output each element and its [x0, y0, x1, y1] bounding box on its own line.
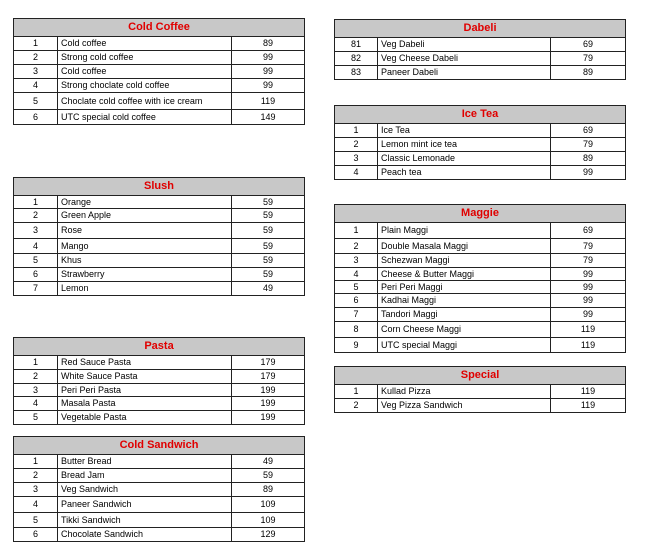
- item-name: Schezwan Maggi: [378, 254, 551, 268]
- item-price: 59: [232, 254, 305, 268]
- item-number: 3: [335, 254, 378, 268]
- menu-item-row: [335, 38, 626, 52]
- menu-item-row: [14, 528, 305, 542]
- item-name: Plain Maggi: [378, 223, 551, 239]
- section-header-row: [14, 338, 305, 356]
- item-number: 9: [335, 338, 378, 353]
- item-price: 99: [551, 166, 626, 180]
- item-price: 79: [551, 138, 626, 152]
- menu-item-row: [335, 385, 626, 399]
- item-price: 59: [232, 469, 305, 483]
- item-number: 3: [335, 152, 378, 166]
- item-price: 199: [232, 411, 305, 425]
- menu-item-row: [14, 37, 305, 51]
- menu-item-row: [335, 399, 626, 413]
- item-number: 5: [335, 281, 378, 294]
- menu-item-row: [14, 384, 305, 397]
- item-name: Chocolate Sandwich: [58, 528, 232, 542]
- item-name: Mango: [58, 239, 232, 254]
- menu-item-row: [14, 268, 305, 282]
- menu-item-row: [14, 370, 305, 384]
- item-name: Orange: [58, 196, 232, 209]
- item-price: 129: [232, 528, 305, 542]
- item-price: 99: [551, 308, 626, 322]
- menu-item-row: [14, 455, 305, 469]
- section-header-row: [335, 367, 626, 385]
- menu-item-row: [335, 281, 626, 294]
- item-number: 82: [335, 52, 378, 66]
- item-number: 1: [14, 37, 58, 51]
- item-name: Peri Peri Maggi: [378, 281, 551, 294]
- item-price: 89: [232, 483, 305, 497]
- item-name: Red Sauce Pasta: [58, 356, 232, 370]
- item-price: 119: [232, 93, 305, 110]
- menu-item-row: [14, 497, 305, 513]
- menu-item-row: [335, 322, 626, 338]
- menu-item-row: [14, 411, 305, 425]
- item-number: 1: [14, 356, 58, 370]
- item-number: 83: [335, 66, 378, 80]
- menu-item-row: [14, 51, 305, 65]
- special-table: [334, 366, 626, 413]
- item-price: 79: [551, 239, 626, 254]
- item-price: 59: [232, 223, 305, 239]
- item-price: 59: [232, 239, 305, 254]
- item-price: 89: [551, 66, 626, 80]
- item-name: Green Apple: [58, 209, 232, 223]
- item-price: 199: [232, 397, 305, 411]
- item-price: 59: [232, 196, 305, 209]
- cold-coffee-table: [13, 18, 305, 125]
- pasta-table: [13, 337, 305, 425]
- item-name: Paneer Dabeli: [378, 66, 551, 80]
- item-price: 99: [551, 281, 626, 294]
- section-header-row: [335, 205, 626, 223]
- item-name: UTC special cold coffee: [58, 110, 232, 125]
- item-number: 7: [14, 282, 58, 296]
- item-price: 119: [551, 338, 626, 353]
- item-price: 69: [551, 38, 626, 52]
- item-number: 4: [14, 239, 58, 254]
- menu-item-row: [335, 138, 626, 152]
- slush-table: [13, 177, 305, 296]
- item-name: Strong choclate cold coffee: [58, 79, 232, 93]
- item-number: 2: [335, 399, 378, 413]
- item-number: 2: [335, 239, 378, 254]
- item-price: 79: [551, 52, 626, 66]
- item-name: Lemon mint ice tea: [378, 138, 551, 152]
- item-name: Veg Pizza Sandwich: [378, 399, 551, 413]
- menu-item-row: [14, 79, 305, 93]
- item-number: 7: [335, 308, 378, 322]
- item-price: 49: [232, 282, 305, 296]
- menu-item-row: [335, 124, 626, 138]
- section-title: Special: [335, 367, 626, 385]
- item-name: Butter Bread: [58, 455, 232, 469]
- item-name: Strong cold coffee: [58, 51, 232, 65]
- menu-item-row: [14, 196, 305, 209]
- item-number: 6: [14, 110, 58, 125]
- item-number: 5: [14, 411, 58, 425]
- menu-item-row: [14, 254, 305, 268]
- menu-item-row: [335, 66, 626, 80]
- menu-item-row: [14, 469, 305, 483]
- item-name: Cold coffee: [58, 65, 232, 79]
- menu-item-row: [14, 356, 305, 370]
- menu-item-row: [335, 152, 626, 166]
- menu-item-row: [335, 254, 626, 268]
- item-number: 6: [335, 294, 378, 308]
- item-number: 5: [14, 93, 58, 110]
- item-price: 99: [232, 65, 305, 79]
- item-name: Veg Sandwich: [58, 483, 232, 497]
- item-name: Bread Jam: [58, 469, 232, 483]
- item-price: 109: [232, 497, 305, 513]
- item-number: 5: [14, 513, 58, 528]
- item-number: 4: [335, 268, 378, 281]
- item-price: 89: [551, 152, 626, 166]
- ice-tea-table: [334, 105, 626, 180]
- section-header-row: [14, 19, 305, 37]
- item-name: Choclate cold coffee with ice cream: [58, 93, 232, 110]
- item-number: 1: [335, 385, 378, 399]
- item-price: 69: [551, 124, 626, 138]
- item-number: 6: [14, 268, 58, 282]
- item-price: 179: [232, 370, 305, 384]
- menu-item-row: [14, 483, 305, 497]
- item-name: Double Masala Maggi: [378, 239, 551, 254]
- item-number: 4: [14, 397, 58, 411]
- item-name: Vegetable Pasta: [58, 411, 232, 425]
- item-price: 149: [232, 110, 305, 125]
- item-name: Cheese & Butter Maggi: [378, 268, 551, 281]
- item-price: 99: [232, 51, 305, 65]
- item-price: 179: [232, 356, 305, 370]
- item-price: 59: [232, 268, 305, 282]
- item-price: 119: [551, 399, 626, 413]
- item-number: 3: [14, 384, 58, 397]
- item-name: Tikki Sandwich: [58, 513, 232, 528]
- item-number: 2: [14, 209, 58, 223]
- section-title: Slush: [14, 178, 305, 196]
- section-header-row: [14, 178, 305, 196]
- item-name: Veg Cheese Dabeli: [378, 52, 551, 66]
- section-title: Ice Tea: [335, 106, 626, 124]
- item-price: 79: [551, 254, 626, 268]
- item-name: Kadhai Maggi: [378, 294, 551, 308]
- section-title: Pasta: [14, 338, 305, 356]
- item-name: UTC special Maggi: [378, 338, 551, 353]
- menu-item-row: [14, 93, 305, 110]
- menu-item-row: [335, 166, 626, 180]
- section-title: Cold Sandwich: [14, 437, 305, 455]
- menu-item-row: [14, 513, 305, 528]
- item-name: Rose: [58, 223, 232, 239]
- item-name: Peri Peri Pasta: [58, 384, 232, 397]
- item-number: 3: [14, 483, 58, 497]
- item-name: White Sauce Pasta: [58, 370, 232, 384]
- item-number: 3: [14, 65, 58, 79]
- item-number: 5: [14, 254, 58, 268]
- menu-item-row: [335, 294, 626, 308]
- item-name: Corn Cheese Maggi: [378, 322, 551, 338]
- menu-item-row: [335, 308, 626, 322]
- menu-item-row: [14, 209, 305, 223]
- item-name: Khus: [58, 254, 232, 268]
- dabeli-table: [334, 19, 626, 80]
- item-name: Peach tea: [378, 166, 551, 180]
- item-price: 99: [551, 294, 626, 308]
- item-price: 89: [232, 37, 305, 51]
- item-name: Lemon: [58, 282, 232, 296]
- menu-item-row: [14, 223, 305, 239]
- menu-item-row: [335, 223, 626, 239]
- section-title: Cold Coffee: [14, 19, 305, 37]
- item-price: 119: [551, 322, 626, 338]
- menu-item-row: [335, 239, 626, 254]
- item-price: 119: [551, 385, 626, 399]
- item-number: 2: [14, 370, 58, 384]
- section-title: Dabeli: [335, 20, 626, 38]
- item-price: 69: [551, 223, 626, 239]
- item-name: Kullad Pizza: [378, 385, 551, 399]
- item-number: 4: [14, 79, 58, 93]
- item-number: 1: [335, 223, 378, 239]
- item-price: 49: [232, 455, 305, 469]
- menu-item-row: [14, 397, 305, 411]
- menu-item-row: [335, 338, 626, 353]
- item-name: Ice Tea: [378, 124, 551, 138]
- item-number: 1: [14, 455, 58, 469]
- section-header-row: [14, 437, 305, 455]
- menu-item-row: [335, 52, 626, 66]
- maggie-table: [334, 204, 626, 353]
- item-name: Paneer Sandwich: [58, 497, 232, 513]
- item-number: 6: [14, 528, 58, 542]
- item-name: Cold coffee: [58, 37, 232, 51]
- section-title: Maggie: [335, 205, 626, 223]
- section-header-row: [335, 106, 626, 124]
- item-number: 1: [335, 124, 378, 138]
- item-number: 4: [335, 166, 378, 180]
- item-price: 99: [232, 79, 305, 93]
- item-number: 2: [14, 469, 58, 483]
- item-name: Tandori Maggi: [378, 308, 551, 322]
- item-price: 99: [551, 268, 626, 281]
- item-number: 1: [14, 196, 58, 209]
- item-name: Masala Pasta: [58, 397, 232, 411]
- item-price: 59: [232, 209, 305, 223]
- menu-item-row: [14, 65, 305, 79]
- item-name: Veg Dabeli: [378, 38, 551, 52]
- item-number: 8: [335, 322, 378, 338]
- item-price: 109: [232, 513, 305, 528]
- section-header-row: [335, 20, 626, 38]
- cold-sandwich-table: [13, 436, 305, 542]
- item-number: 4: [14, 497, 58, 513]
- item-number: 2: [335, 138, 378, 152]
- item-number: 81: [335, 38, 378, 52]
- item-name: Classic Lemonade: [378, 152, 551, 166]
- menu-item-row: [335, 268, 626, 281]
- item-price: 199: [232, 384, 305, 397]
- item-name: Strawberry: [58, 268, 232, 282]
- item-number: 3: [14, 223, 58, 239]
- item-number: 2: [14, 51, 58, 65]
- menu-item-row: [14, 110, 305, 125]
- menu-item-row: [14, 282, 305, 296]
- menu-item-row: [14, 239, 305, 254]
